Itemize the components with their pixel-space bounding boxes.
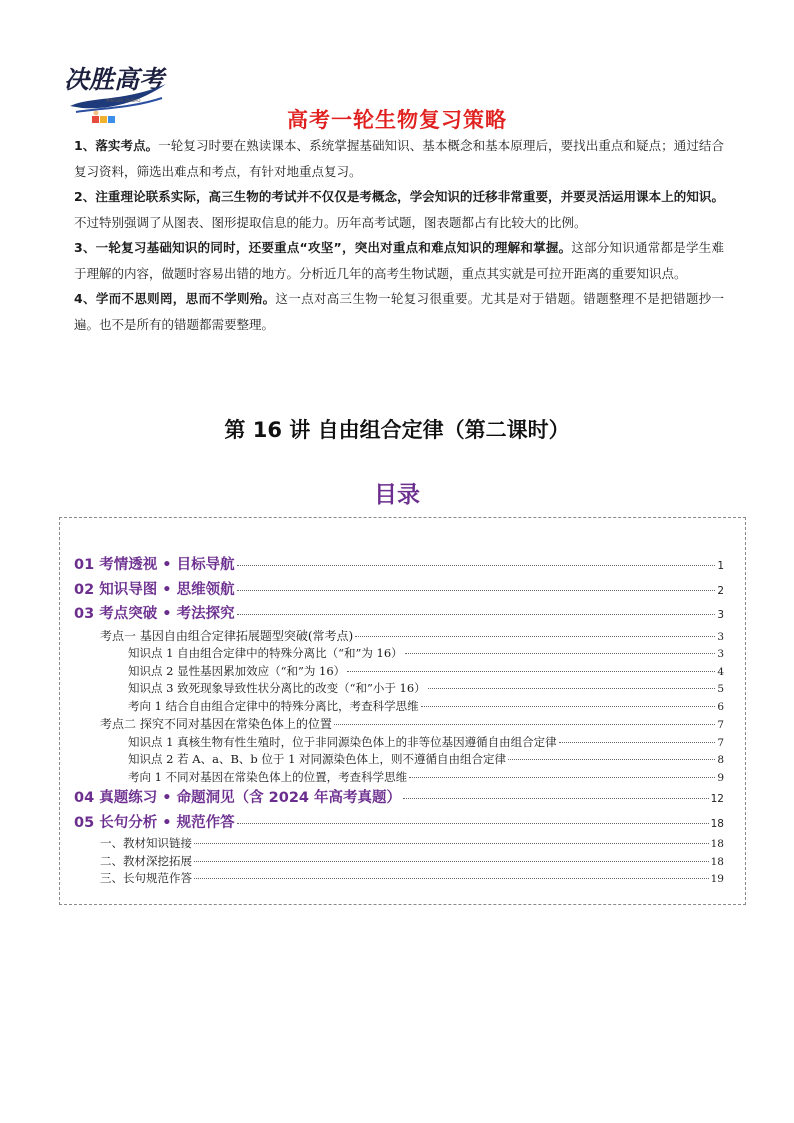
toc-entry[interactable] bbox=[74, 769, 724, 787]
toc-page-number: 1 bbox=[717, 560, 724, 572]
logo-tagline: MINGSHI ZHIDAO bbox=[106, 98, 141, 103]
toc-page-number: 3 bbox=[717, 630, 724, 643]
strategy-section bbox=[74, 133, 724, 337]
toc-entry[interactable] bbox=[74, 715, 724, 734]
toc-entry[interactable] bbox=[74, 627, 724, 646]
toc-entry-title: 考点二 探究不同对基因在常染色体上的位置 bbox=[100, 717, 332, 731]
toc-leader-dots bbox=[194, 878, 709, 879]
toc-page-number: 6 bbox=[717, 700, 724, 713]
toc-entry[interactable] bbox=[74, 786, 724, 811]
toc-page-number: 18 bbox=[710, 855, 724, 868]
toc-entry-title: 01 考情透视 • 目标导航 bbox=[74, 557, 235, 573]
toc-page-number: 4 bbox=[717, 665, 724, 678]
toc-entry[interactable] bbox=[74, 751, 724, 769]
logo-text: 决胜高考 bbox=[64, 65, 165, 94]
toc-entry-title: 知识点 2 显性基因累加效应（“和”为 16） bbox=[128, 663, 346, 678]
toc-entry-title: 知识点 3 致死现象导致性状分离比的改变（“和”小于 16） bbox=[128, 681, 426, 695]
toc-entry-title: 知识点 1 自由组合定律中的特殊分离比（“和”为 16） bbox=[128, 646, 403, 660]
toc-leader-dots bbox=[334, 724, 715, 725]
strategy-title: 高考一轮生物复习策略 bbox=[287, 108, 507, 132]
toc-entry[interactable] bbox=[74, 602, 724, 627]
toc-entry[interactable] bbox=[74, 663, 724, 681]
toc-entry-title: 知识点 1 真核生物有性生殖时，位于非同源染色体上的非等位基因遵循自由组合定律 bbox=[128, 734, 557, 749]
strategy-item: 3、一轮复习基础知识的同时，还要重点“攻坚”，突出对重点和难点知识的理解和掌握。这部分知识通常都是学生难于理解的内容，做题时容易出错的地方。分析近几年的高考生物试题，重点其实就是可拉开距离的重要知识点。 bbox=[74, 240, 724, 281]
toc-entry-title: 05 长句分析 • 规范作答 bbox=[74, 814, 235, 831]
toc-page-number: 8 bbox=[717, 754, 724, 766]
strategy-item: 2、注重理论联系实际，高三生物的考试并不仅仅是考概念，学会知识的迁移非常重要，并要灵活运用课本上的知识。不过特别强调了从图表、图形提取信息的能力。历年高考试题，图表题都占有比较大的比例。 bbox=[74, 189, 724, 230]
toc-entry[interactable] bbox=[74, 853, 724, 871]
toc-page-number: 18 bbox=[710, 817, 724, 830]
toc-entry[interactable] bbox=[74, 734, 724, 752]
toc-entry[interactable] bbox=[74, 870, 724, 888]
toc-entry[interactable] bbox=[74, 553, 724, 578]
toc-entry[interactable] bbox=[74, 698, 724, 716]
toc-entry-title: 考点一 基因自由组合定律拓展题型突破(常考点) bbox=[100, 628, 354, 643]
toc-leader-dots bbox=[559, 742, 716, 743]
toc-page-number: 5 bbox=[717, 683, 724, 695]
toc-page-number: 18 bbox=[710, 838, 724, 850]
toc-leader-dots bbox=[403, 798, 709, 799]
strategy-item: 4、学而不思则罔，思而不学则殆。这一点对高三生物一轮复习很重要。尤其是对于错题。错题整理不是把错题抄一遍。也不是所有的错题都需要整理。 bbox=[74, 291, 724, 332]
toc-page-number: 7 bbox=[717, 736, 724, 749]
toc-leader-dots bbox=[237, 565, 716, 566]
toc-leader-dots bbox=[405, 653, 716, 654]
toc-entry[interactable] bbox=[74, 835, 724, 853]
toc-leader-dots bbox=[237, 590, 716, 591]
toc-leader-dots bbox=[421, 706, 716, 707]
toc-entry-title: 03 考点突破 • 考法探究 bbox=[74, 606, 235, 622]
toc-heading: 目录 bbox=[374, 482, 420, 508]
table-of-contents bbox=[74, 553, 724, 888]
toc-leader-dots bbox=[409, 777, 715, 778]
toc-page-number: 7 bbox=[717, 719, 724, 731]
toc-entry[interactable] bbox=[74, 811, 724, 836]
toc-entry-title: 知识点 2 若 A、a、B、b 位于 1 对同源染色体上，则不遵循自由组合定律 bbox=[128, 752, 507, 766]
toc-entry-title: 考向 1 结合自由组合定律中的特殊分离比，考查科学思维 bbox=[128, 698, 419, 713]
toc-page-number: 3 bbox=[717, 609, 724, 621]
toc-page-number: 12 bbox=[710, 793, 724, 805]
toc-entry-title: 02 知识导图 • 思维领航 bbox=[74, 581, 235, 598]
toc-page-number: 19 bbox=[710, 873, 724, 885]
toc-entry[interactable] bbox=[74, 680, 724, 698]
toc-leader-dots bbox=[508, 759, 715, 760]
toc-entry[interactable] bbox=[74, 645, 724, 663]
strategy-item: 1、落实考点。一轮复习时要在熟读课本、系统掌握基础知识、基本概念和基本原理后，要找出重点和疑点；通过结合复习资料，筛选出难点和考点，有针对地重点复习。 bbox=[74, 138, 724, 179]
toc-entry-title: 考向 1 不同对基因在常染色体上的位置，考查科学思维 bbox=[128, 769, 408, 784]
toc-page-number: 2 bbox=[717, 584, 724, 597]
toc-entry-title: 一、教材知识链接 bbox=[100, 836, 192, 850]
toc-leader-dots bbox=[194, 843, 709, 844]
toc-entry[interactable] bbox=[74, 578, 724, 603]
toc-entry-title: 04 真题练习 • 命题洞见（含 2024 年高考真题） bbox=[74, 790, 402, 806]
toc-entry-title: 三、长句规范作答 bbox=[100, 871, 192, 885]
toc-leader-dots bbox=[237, 614, 716, 615]
toc-entry-title: 二、教材深挖拓展 bbox=[100, 853, 192, 868]
toc-leader-dots bbox=[347, 671, 715, 672]
toc-leader-dots bbox=[355, 636, 715, 637]
toc-leader-dots bbox=[428, 688, 716, 689]
toc-leader-dots bbox=[194, 861, 709, 862]
toc-page-number: 9 bbox=[717, 771, 724, 784]
toc-leader-dots bbox=[237, 823, 709, 824]
lecture-title: 第 16 讲 自由组合定律（第二课时） bbox=[224, 418, 570, 442]
toc-page-number: 3 bbox=[717, 648, 724, 660]
